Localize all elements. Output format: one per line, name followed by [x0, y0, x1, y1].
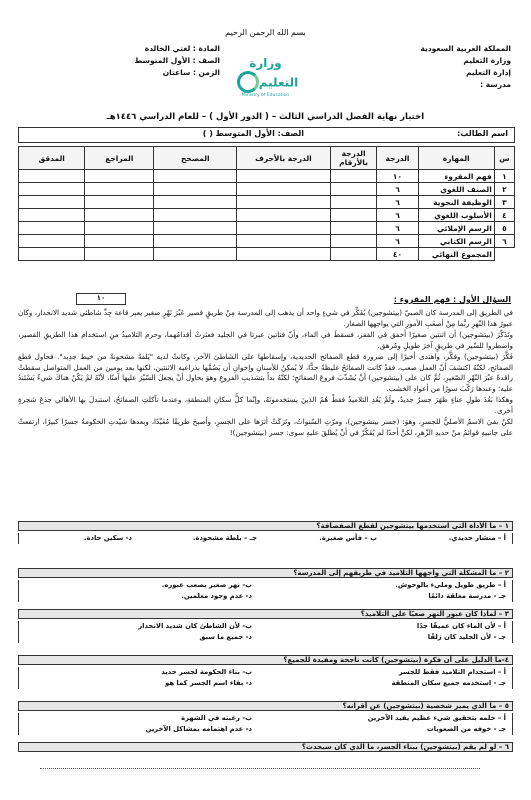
table-cell: ٢	[494, 183, 514, 196]
answer-option[interactable]: أ – طريق طويل ومليء بالوحوش.	[395, 581, 506, 589]
table-cell[interactable]	[85, 196, 154, 209]
table-cell[interactable]	[19, 196, 85, 209]
table-cell[interactable]	[154, 183, 237, 196]
table-cell[interactable]	[85, 222, 154, 235]
table-cell[interactable]	[154, 248, 237, 261]
table-cell[interactable]	[154, 222, 237, 235]
answer-option[interactable]: جـ - خوفه من الصعوبات	[426, 725, 506, 733]
answer-line[interactable]	[40, 760, 480, 769]
table-cell[interactable]	[19, 222, 85, 235]
student-info-box	[18, 127, 515, 143]
table-cell[interactable]	[237, 170, 330, 183]
table-header: المدقق	[19, 147, 85, 170]
max-score-cell: ٦	[377, 222, 418, 235]
passage-paragraph: وتَذَكّرَ (بيتشوجين) أن اثنتين صغيرًا أخفق في القفز، فسقطَ في الماء، وأنّ فتاتين عبرتا في الجليد فعثرتْ أقدامُهما، وحرم التلاميذُ منِ استخدام هذا الطريقِ القصير، واضطروا للسّير في طريقٍ آخرَ طويلٍ ومُرهق.	[18, 330, 513, 350]
answer-option[interactable]: جـ – بلطة مشحوذة.	[192, 534, 257, 542]
question-stem: ٣ – لماذا كان عبور النهر صعبًا على التلاميذ؟	[18, 609, 513, 619]
options-row	[18, 591, 513, 602]
question-stem: ٢ – ما المشكلة التي واجهها التلاميذ في طريقهم إلى المدرسة؟	[18, 568, 513, 578]
exam-title: اختبار نهاية الفصل الدراسي الثالث – ( الدور الأول ) – للعام الدراسي ١٤٤٦هـ	[106, 112, 425, 122]
question-stem: ٦ – لو لم يقم (بيتشوجين) ببناء الجسر، ما الذي كان سيحدث؟	[18, 742, 513, 752]
answer-option[interactable]: د- عدم اهتمامه بمشاكل الآخرين	[145, 725, 252, 733]
table-cell: ٦	[494, 235, 514, 248]
max-score-cell: ٦	[377, 235, 418, 248]
answer-option[interactable]: أ – منشار حديدي.	[448, 534, 506, 542]
grade-label: الصف : الأول المتوسط	[134, 56, 220, 65]
answer-option[interactable]: ب – فأس صغيرة.	[319, 534, 377, 542]
table-cell[interactable]	[19, 209, 85, 222]
passage-paragraph: في الطريق إلى المدرسة كان الصبيّ (بيتشوجين) يُفَكِّر في شيءٍ واحد أن يذهب إلى المدرسة مِنْ طريقٍ قصير عَبْرَ نَهْرٍ صغير يعبر قاعة جِدِّ شاطئي شديد الانحدار، وكان عبورُ هذا النّهرِ ربَّما مِنْ أصعَبِ الأمورِ التي يواجهها الصغار.	[18, 308, 513, 328]
table-cell[interactable]	[330, 235, 377, 248]
school-label: مدرسة :	[480, 80, 511, 89]
bismillah: بسم الله الرحمن الرحيم	[225, 28, 306, 37]
options-row	[18, 667, 513, 678]
skill-cell: الوظيفة النحوية	[418, 196, 494, 209]
table-cell[interactable]	[154, 196, 237, 209]
answer-option[interactable]: أ – لأن الماء كان عميقًا جدًا	[416, 622, 506, 630]
table-header: س	[494, 147, 514, 170]
table-cell[interactable]	[85, 248, 154, 261]
table-header: المصحح	[154, 147, 237, 170]
table-cell[interactable]	[237, 248, 330, 261]
table-row	[19, 209, 515, 222]
reading-passage	[18, 308, 513, 439]
skill-cell: الرسم الإملائي	[418, 222, 494, 235]
table-header: الدرجة بالأحرف	[237, 147, 330, 170]
passage-paragraph: لكنْ بقيَ الاسمُ الأصليُّ للجسرِ، وهوَ: (جسر بيتشوجين)، ومرّتِ السّنواتُ، وتَرَكَتْ أثرَها على الجسرِ، وأصبحَ طريقًا مُعَبّدًا، وبعدها شيّدتِ الحكومةُ جسرًا كبيرًا، ارتفعتْ على جانبيهِ قوائمُ منْ حديدِ الزّهرِ، لكنَّ أحدًا لم يُفَكّرْ في أنْ يُطلقَ عليهِ سوى: جسر (بيتشوجين)!	[18, 417, 513, 437]
answer-option[interactable]: ب- نهر صغير يصعب عبوره.	[161, 581, 252, 589]
options-row	[18, 632, 513, 643]
logo-english: Ministry of Education	[241, 93, 290, 98]
table-cell[interactable]	[330, 170, 377, 183]
table-header: الدرجة	[377, 147, 418, 170]
table-cell[interactable]	[19, 235, 85, 248]
options-row	[18, 713, 513, 724]
table-cell[interactable]	[237, 183, 330, 196]
table-cell[interactable]	[330, 196, 377, 209]
answer-option[interactable]: جـ - لأن الجليد كان زلقًا	[427, 633, 506, 641]
table-cell: ٣	[494, 196, 514, 209]
table-cell	[494, 248, 514, 261]
max-score-cell: ٦	[377, 183, 418, 196]
marks-table	[18, 146, 515, 261]
logo-icon	[237, 71, 259, 93]
answer-option[interactable]: جـ - استخدمه جميع سكان المنطقة	[391, 679, 506, 687]
student-class-label: الصف: الأول المتوسط ( )	[202, 129, 304, 138]
section-title: السؤال الأول : فهم المقروء :	[393, 295, 511, 304]
options-row	[18, 678, 513, 689]
header-right-block	[361, 43, 511, 91]
section-score-box: ١٠	[76, 293, 126, 305]
table-cell[interactable]	[330, 222, 377, 235]
table-cell[interactable]	[237, 235, 330, 248]
table-cell[interactable]	[154, 235, 237, 248]
answer-option[interactable]: د- سكين حادة.	[83, 534, 132, 542]
question-stem: ٥ – ما الذي يميز شخصية (بيتشوجين) عن أقرانه؟	[18, 701, 513, 711]
ministry-label: وزارة التعليم	[463, 56, 511, 65]
subject-label: المادة : لغتي الخالدة	[144, 44, 220, 53]
table-cell[interactable]	[19, 170, 85, 183]
table-cell[interactable]	[237, 209, 330, 222]
table-cell[interactable]	[154, 170, 237, 183]
table-cell[interactable]	[85, 235, 154, 248]
table-cell: ١	[494, 170, 514, 183]
student-name-label: اسم الطالب:	[457, 129, 508, 138]
answer-option[interactable]: د- عدم وجود معلمين.	[181, 592, 252, 600]
table-cell[interactable]	[330, 183, 377, 196]
skill-cell: فهم المقروء	[418, 170, 494, 183]
max-score-cell: ٦	[377, 196, 418, 209]
options-row	[18, 580, 513, 591]
question-stem: ١ – ما الأداة التي استخدمها بيتشوجين لقطع الصفصافة؟	[18, 521, 513, 531]
table-cell[interactable]	[237, 196, 330, 209]
edu-admin-label: إدارة التعليم	[465, 68, 511, 77]
logo-text: وزارة التعليم	[249, 56, 299, 90]
answer-option[interactable]: ب- لأن الشاطئ كان شديد الانحدار	[138, 622, 252, 630]
passage-paragraph: فَكَّرَ (بيتشوجين) وفكَّر، واهتدى أخيرًا إلى ضرورة قطع الصفائح الحديدية، وإسقاطها على الشاطئ الآخر، وكانتْ لديه "يَلفةُ مشحونةٌ من خيط جدِيد". فحاول قطع الصفائح، لكنّهُ اكتشفَ أنّ العمل صعب، فقدْ كانت الصفائحُ غليظةً جدًّا، لا يُمكِنُ للأسنانِ وإخوانِ أن يَضُمَّها بذراعيه الاثنتين، لكنها بعد يومين من العمل المتواصل سقطتْ راقدةً عبْرَ النّهْرِ الصّغيرِ، ثُمَّ كان على (بيتشوجين) أنْ يُشَذّبَ فروعَ الصفائحِ؛ لكنّهُ بدأَ بتشذيبِ الفروعِ وهوَ يحاول أنْ يجعلَ السّيْرَ عليها آمنًا، لأنّهُ لمْ يَكُنْ هناكَ شيءٌ يَسْتَندُ عليه؛ وعندها رَكّبَ سورًا من أعوادِ الخشب.	[18, 352, 513, 393]
skill-cell: المجموع النهائي	[418, 248, 494, 261]
table-cell[interactable]	[330, 248, 377, 261]
skill-cell: الرسم الكتابي	[418, 235, 494, 248]
max-score-cell: ٤٠	[377, 248, 418, 261]
table-header: المهارة	[418, 147, 494, 170]
table-cell[interactable]	[154, 209, 237, 222]
table-row	[19, 235, 515, 248]
table-cell[interactable]	[85, 170, 154, 183]
skill-cell: الصنف اللغوي	[418, 183, 494, 196]
table-cell[interactable]	[85, 183, 154, 196]
table-cell: ٥	[494, 222, 514, 235]
options-row	[18, 621, 513, 632]
skill-cell: الأسلوب اللغوي	[418, 209, 494, 222]
answer-option[interactable]: أ – حلمه بتحقيق شيء عظيم يفيد الآخرين	[367, 714, 506, 722]
table-cell: ٤	[494, 209, 514, 222]
options-row	[18, 724, 513, 735]
question-stem: ٤-ما الدليل على أن فكرة (بيتشوجين) كانت ناجحة ومفيدة للجميع؟	[18, 655, 513, 665]
options-row	[18, 533, 513, 544]
answer-option[interactable]: د- بقاء اسم الجسر كما هو	[165, 679, 252, 687]
answer-option[interactable]: ب- رغبته في الشهرة	[181, 714, 252, 722]
header-left-block	[70, 43, 220, 79]
table-header: المراجع	[85, 147, 154, 170]
max-score-cell: ١٠	[377, 170, 418, 183]
table-cell[interactable]	[85, 209, 154, 222]
max-score-cell: ٦	[377, 209, 418, 222]
table-row	[19, 222, 515, 235]
table-cell[interactable]	[19, 183, 85, 196]
table-cell[interactable]	[19, 248, 85, 261]
table-row	[19, 183, 515, 196]
answer-option[interactable]: ب- بناء الحكومة لجسر جديد	[161, 668, 252, 676]
answer-option[interactable]: أ – استخدام التلاميذ فقط للجسر	[398, 668, 506, 676]
answer-option[interactable]: جـ - مدرسة مغلقة دائمًا	[428, 592, 506, 600]
passage-paragraph: وهكذا بَعُدَ طولِ عناءٍ ظهَرَ جسرٌ جديدٌ، ولَمْ يَعُدِ التلاميذُ فقطْ هُمُ الذينَ يستخدمونَهُ، وإنّما كلُّ سكانِ المنطقةِ، وعندما تآكلتِ الصفائحُ، استبدلَ بها الأهالي جذعَ شجرةٍ أخرى.	[18, 395, 513, 415]
table-row	[19, 248, 515, 261]
table-row	[19, 196, 515, 209]
kingdom-label: المملكة العربية السعودية	[420, 44, 511, 53]
table-cell[interactable]	[330, 209, 377, 222]
table-row	[19, 170, 515, 183]
ministry-logo	[228, 52, 303, 98]
table-cell[interactable]	[237, 222, 330, 235]
table-header: الدرجة بالأرقام	[330, 147, 377, 170]
answer-option[interactable]: د- جميع ما سبق	[199, 633, 252, 641]
time-label: الزمن : ساعتان	[162, 68, 220, 77]
